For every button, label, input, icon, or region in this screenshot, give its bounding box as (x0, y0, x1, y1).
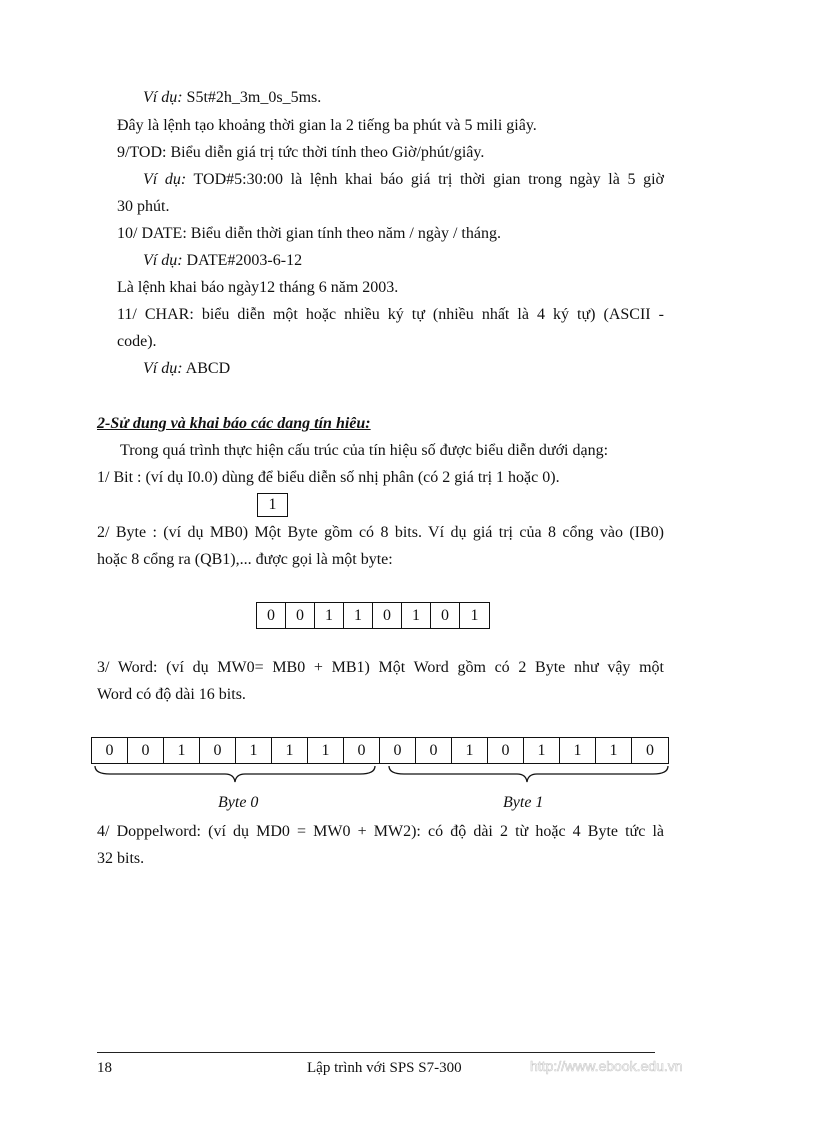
bit-cell: 1 (560, 738, 596, 763)
bit-cell: 0 (416, 738, 452, 763)
example-label: Ví dụ: (143, 360, 183, 377)
bit-cell: 1 (402, 603, 431, 628)
brace-byte0 (95, 766, 375, 782)
bit-cell: 0 (431, 603, 460, 628)
example-line-char (143, 359, 230, 379)
bit-cell: 0 (286, 603, 315, 628)
text-line: code). (117, 333, 157, 350)
caption-byte0: Byte 0 (218, 794, 259, 811)
bit-cell: 1 (308, 738, 344, 763)
footer-title: Lập trình với SPS S7-300 (307, 1060, 462, 1076)
brace-byte1 (389, 766, 668, 782)
text-line: 10/ DATE: Biểu diễn thời gian tính theo năm / ngày / tháng. (117, 225, 501, 242)
caption-byte1: Byte 1 (503, 794, 544, 811)
bit-cell: 0 (373, 603, 402, 628)
text-line: 4/ Doppelword: (ví dụ MD0 = MW0 + MW2): có độ dài 2 từ hoặc 4 Byte tức là (97, 823, 664, 840)
page-number: 18 (97, 1060, 112, 1076)
bit-cell: 0 (200, 738, 236, 763)
text-line: Word có độ dài 16 bits. (97, 686, 246, 703)
text-line: 32 bits. (97, 850, 145, 867)
example-text: TOD#5:30:00 là lệnh khai báo giá trị thời gian trong ngày là 5 giờ (186, 171, 664, 188)
word-bit-row (91, 737, 669, 764)
byte-bit-row (256, 602, 490, 629)
bit-cell: 1 (272, 738, 308, 763)
text-line: 1/ Bit : (ví dụ I0.0) dùng để biểu diễn số nhị phân (có 2 giá trị 1 hoặc 0). (97, 469, 560, 486)
bit-cell: 0 (646, 742, 654, 759)
example-text: DATE#2003-6-12 (182, 252, 303, 269)
bit-cell: 0 (488, 738, 524, 763)
bit-cell: 1 (236, 738, 272, 763)
text-line: 30 phút. (117, 198, 170, 215)
bit-cell: 0 (344, 738, 380, 763)
bit-cell: 0 (257, 603, 286, 628)
bit-cell: 1 (344, 603, 373, 628)
text-line: Đây là lệnh tạo khoảng thời gian la 2 tiếng ba phút và 5 mili giây. (117, 117, 537, 134)
text-line: 2/ Byte : (ví dụ MB0) Một Byte gồm có 8 bits. Ví dụ giá trị của 8 cổng vào (IB0) (97, 524, 664, 541)
bit-cell: 1 (470, 607, 479, 624)
section-heading: 2-Sử dung và khai báo các dang tín hiêu: (97, 415, 371, 432)
example-text: ABCD (182, 360, 231, 377)
bit-cell: 0 (128, 738, 164, 763)
text-line: Là lệnh khai báo ngày12 tháng 6 năm 2003. (117, 279, 399, 296)
example-label: Ví dụ: (143, 252, 183, 269)
bit-cell: 1 (257, 493, 288, 517)
text-line: hoặc 8 cổng ra (QB1),... được gọi là một byte: (97, 551, 393, 568)
bit-cell: 0 (92, 738, 128, 763)
bit-cell: 1 (596, 738, 632, 763)
example-label: Ví dụ: (143, 89, 183, 106)
example-line-tod (143, 170, 664, 190)
example-line-date (143, 251, 302, 271)
text-line: 3/ Word: (ví dụ MW0= MB0 + MB1) Một Word gồm có 2 Byte như vậy một (97, 659, 664, 676)
text-line: 9/TOD: Biểu diễn giá trị tức thời tính theo Giờ/phút/giây. (117, 144, 485, 161)
byte-braces (0, 764, 816, 794)
bit-cell: 0 (380, 738, 416, 763)
bit-cell: 1 (164, 738, 200, 763)
bit-cell: 1 (452, 738, 488, 763)
example-text: S5t#2h_3m_0s_5ms. (182, 89, 322, 106)
footer-rule (97, 1052, 655, 1053)
bit-cell: 1 (524, 738, 560, 763)
example-label: Ví dụ: (143, 171, 187, 188)
bit-cell: 1 (315, 603, 344, 628)
example-line-time (143, 88, 321, 108)
watermark-url: http://www.ebook.edu.vn (530, 1058, 683, 1074)
text-line: 11/ CHAR: biểu diễn một hoặc nhiều ký tự (nhiều nhất là 4 ký tự) (ASCII - (117, 306, 664, 323)
text-line: Trong quá trình thực hiện cấu trúc của tín hiệu số được biểu diễn dưới dạng: (120, 442, 609, 459)
